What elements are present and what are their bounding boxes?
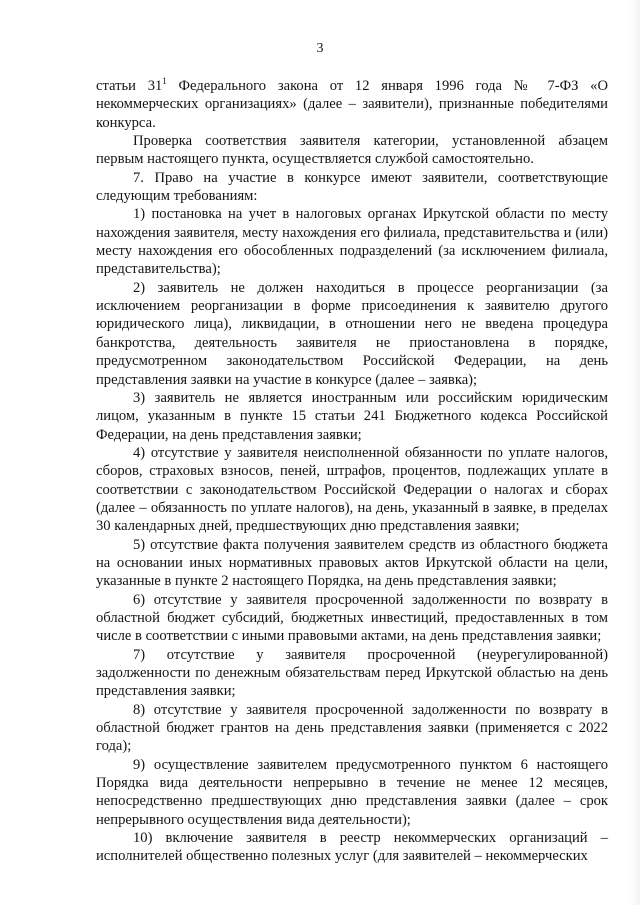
paragraph-text: статьи 31: [96, 78, 163, 94]
list-item-3: [96, 389, 608, 444]
paragraph-text: 8) отсутствие у заявителя просроченной задолженности по возврату в областной бюджет грантов на день представления заявки (применяется с 2022 года);: [96, 701, 608, 755]
paragraph-text: 10) включение заявителя в реестр некоммерческих организаций – исполнителей общественно полезных услуг (для заявителей – некоммерческих: [96, 830, 608, 865]
paragraph-text: 7) отсутствие у заявителя просроченной (неурегулированной) задолженности по денежным обязательствам перед Иркутской областью на день представления заявки;: [96, 646, 608, 700]
list-item-7: [96, 646, 608, 701]
paragraph-text: 3) заявитель не является иностранным или российским юридическим лицом, указанным в пункте 15 статьи 241 Бюджетного кодекса Российской Федерации, на день представления заявки;: [96, 389, 608, 443]
list-item-1: [96, 205, 608, 278]
list-item-4: [96, 444, 608, 536]
paragraph-text: Проверка соответствия заявителя категории, установленной абзацем первым настоящего пункта, осуществляется службой самостоятельно.: [96, 133, 608, 168]
paragraph-text: 4) отсутствие у заявителя неисполненной обязанности по уплате налогов, сборов, страховых взносов, пеней, штрафов, процентов, подлежащих уплате в соответствии с законодательством Российской Федерации о налогах и сборах (далее – обязанность по уплате налогов), на день, указанный в заявке, в пределах 30 календарных дней, предшествующих дню представления заявки;: [96, 444, 608, 535]
list-item-6: [96, 591, 608, 646]
paragraph-text: 5) отсутствие факта получения заявителем средств из областного бюджета на основании иных нормативных правовых актов Иркутской области на цели, указанные в пункте 2 настоящего Порядка, на день представления заявки;: [96, 536, 608, 590]
page-number: 3: [316, 41, 324, 56]
superscript: 1: [162, 76, 167, 87]
paragraph-text: 7. Право на участие в конкурсе имеют заявители, соответствующие следующим требованиям:: [96, 169, 608, 205]
paragraph-text: 6) отсутствие у заявителя просроченной задолженности по возврату в областной бюджет субсидий, бюджетных инвестиций, предоставленных в том числе в соответствии с иными правовыми актами, на день представления заявки;: [96, 591, 608, 645]
paragraph-clause-7: [96, 169, 608, 206]
paragraph-text: 9) осуществление заявителем предусмотренного пунктом 6 настоящего Порядка вида деятельности непрерывно в течение не менее 12 месяцев, непосредственно предшествующих дню представления заявки (далее – срок непрерывного осуществления вида деятельности);: [96, 756, 608, 828]
list-item-9: [96, 756, 608, 829]
scan-edge-shadow: [630, 0, 640, 905]
list-item-2: [96, 279, 608, 389]
paragraph-verification: [96, 132, 608, 169]
paragraph-text: Федерального закона от 12 января 1996 года № 7-ФЗ «О некоммерческих организациях» (далее – заявители), признанные победителями конкурса.: [96, 78, 609, 131]
paragraph-text: 1) постановка на учет в налоговых органах Иркутской области по месту нахождения заявителя, месту нахождения его филиала, представительства и (или) месту нахождения его обособленных подразделений (за исключением филиала, представительства);: [96, 206, 608, 278]
list-item-5: [96, 536, 608, 591]
paragraph-intro-continuation: [96, 77, 608, 132]
list-item-8: [96, 701, 608, 756]
paragraph-text: 2) заявитель не должен находиться в процессе реорганизации (за исключением реорганизации в форме присоединения к заявителю другого юридического лица), ликвидации, в отношении него не введена процедура банкротства, деятельность заявителя не приостановлена в порядке, предусмотренном законодательством Российской Федерации, на день представления заявки на участие в конкурсе (далее – заявка);: [96, 279, 608, 388]
document-body: [96, 77, 608, 866]
list-item-10: [96, 829, 608, 866]
